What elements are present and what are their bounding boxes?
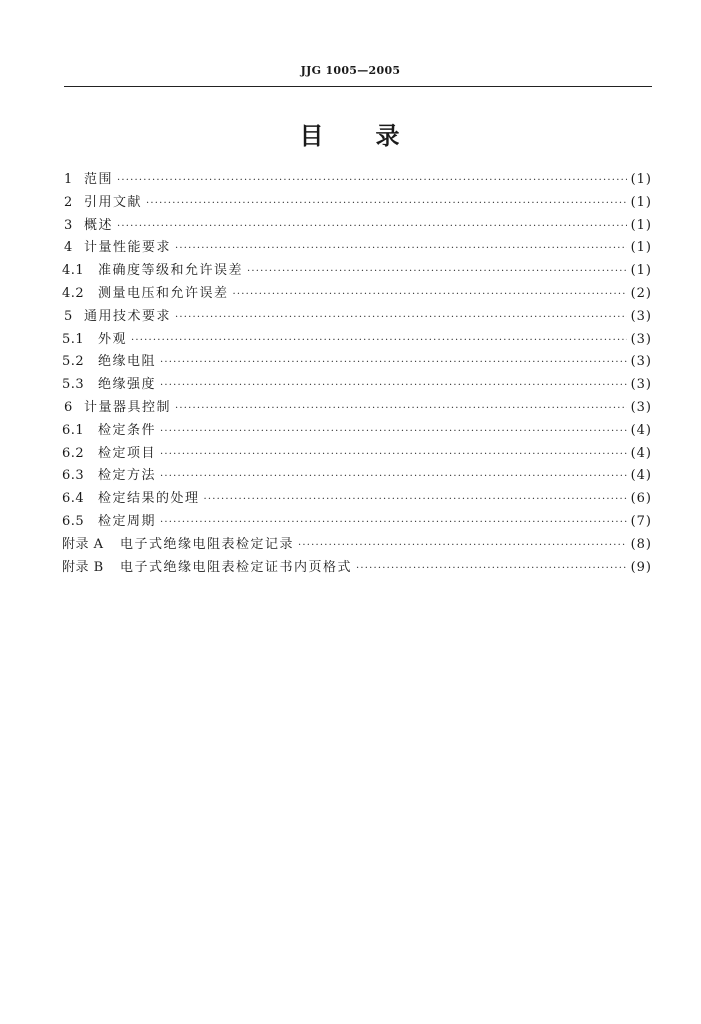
toc-entry[interactable] bbox=[62, 534, 652, 557]
toc-dot-leader bbox=[160, 466, 627, 489]
toc-entry-page: (1) bbox=[630, 217, 652, 233]
toc-entry-page: (4) bbox=[630, 445, 652, 461]
toc-entry[interactable] bbox=[62, 237, 652, 260]
toc-entry[interactable] bbox=[62, 397, 652, 420]
title-char-2: 录 bbox=[375, 122, 402, 150]
toc-entry-title: 测量电压和允许误差 bbox=[98, 285, 229, 301]
toc-entry-title: 范围 bbox=[84, 172, 114, 187]
toc-entry-title: 检定周期 bbox=[98, 513, 157, 529]
toc-entry[interactable] bbox=[62, 465, 652, 488]
document-code-header: JJG 1005—2005 bbox=[300, 64, 401, 77]
toc-dot-leader bbox=[160, 375, 627, 398]
toc-entry-title: 概述 bbox=[84, 217, 114, 233]
toc-dot-leader bbox=[117, 170, 627, 193]
toc-entry-title: 绝缘电阻 bbox=[98, 354, 157, 370]
table-of-contents bbox=[62, 169, 652, 579]
title-char-1: 目 bbox=[299, 122, 326, 150]
toc-entry-page: (1) bbox=[630, 263, 652, 279]
toc-entry-number: 4.1 bbox=[62, 263, 85, 279]
toc-dot-leader bbox=[233, 284, 627, 307]
toc-entry-number: 4.2 bbox=[62, 285, 85, 301]
toc-entry-title: 电子式绝缘电阻表检定记录 bbox=[120, 536, 295, 552]
toc-entry-title: 检定方法 bbox=[98, 468, 157, 484]
toc-entry-page: (3) bbox=[630, 331, 652, 347]
toc-entry-number: 6.1 bbox=[62, 422, 85, 438]
toc-entry[interactable] bbox=[62, 192, 652, 215]
toc-entry-page: (3) bbox=[630, 399, 652, 415]
toc-entry-title: 计量器具控制 bbox=[84, 399, 172, 415]
toc-dot-leader bbox=[160, 444, 627, 467]
toc-dot-leader bbox=[175, 398, 627, 421]
toc-entry[interactable] bbox=[62, 215, 652, 238]
toc-dot-leader bbox=[356, 558, 627, 581]
toc-entry-number: 6.5 bbox=[62, 513, 85, 529]
toc-entry[interactable] bbox=[62, 488, 652, 511]
toc-entry-page: (7) bbox=[630, 513, 652, 529]
toc-entry-page: (1) bbox=[630, 194, 652, 210]
toc-entry[interactable] bbox=[62, 557, 652, 580]
toc-dot-leader bbox=[247, 261, 627, 284]
toc-entry-page: (3) bbox=[630, 308, 652, 324]
toc-entry-page: (3) bbox=[630, 377, 652, 393]
toc-entry-number: 3 bbox=[64, 217, 73, 233]
toc-entry-number: 6 bbox=[64, 399, 73, 415]
page-title bbox=[0, 116, 701, 151]
toc-dot-leader bbox=[160, 421, 627, 444]
toc-entry-number: 5.3 bbox=[62, 377, 85, 393]
toc-entry-page: (6) bbox=[630, 491, 652, 507]
toc-entry-number: 4 bbox=[64, 240, 73, 256]
toc-dot-leader bbox=[146, 193, 627, 216]
toc-entry-number: 6.2 bbox=[62, 445, 85, 461]
toc-entry-number: 6.3 bbox=[62, 468, 85, 484]
toc-entry-title: 准确度等级和允许误差 bbox=[98, 263, 244, 279]
toc-entry[interactable] bbox=[62, 511, 652, 534]
toc-entry-title: 绝缘强度 bbox=[98, 377, 157, 393]
toc-entry-title: 通用技术要求 bbox=[84, 308, 172, 324]
toc-entry-title: 检定条件 bbox=[98, 422, 157, 438]
toc-dot-leader bbox=[160, 512, 627, 535]
toc-entry-number: 2 bbox=[64, 194, 73, 210]
toc-dot-leader bbox=[204, 489, 627, 512]
toc-entry[interactable] bbox=[62, 374, 652, 397]
toc-entry-number: 5.1 bbox=[62, 331, 85, 347]
toc-entry-page: (8) bbox=[630, 536, 652, 552]
toc-entry-number: 6.4 bbox=[62, 491, 85, 507]
toc-entry-number: 附录 B bbox=[62, 559, 104, 575]
toc-entry[interactable] bbox=[62, 443, 652, 466]
toc-entry-title: 引用文献 bbox=[84, 194, 143, 210]
toc-entry-page: (1) bbox=[630, 240, 652, 256]
toc-entry[interactable] bbox=[62, 260, 652, 283]
toc-entry[interactable] bbox=[62, 420, 652, 443]
toc-dot-leader bbox=[175, 307, 627, 330]
toc-dot-leader bbox=[117, 216, 627, 239]
toc-entry[interactable] bbox=[62, 329, 652, 352]
toc-dot-leader bbox=[298, 535, 627, 558]
toc-entry-number: 5.2 bbox=[62, 354, 85, 370]
toc-entry-number: 1 bbox=[64, 172, 73, 187]
toc-dot-leader bbox=[175, 238, 627, 261]
toc-entry-title: 检定结果的处理 bbox=[98, 491, 200, 507]
toc-entry[interactable] bbox=[62, 283, 652, 306]
toc-entry-number: 附录 A bbox=[62, 536, 104, 552]
toc-dot-leader bbox=[160, 352, 627, 375]
toc-entry-page: (3) bbox=[630, 354, 652, 370]
toc-entry-page: (4) bbox=[630, 468, 652, 484]
toc-entry-page: (9) bbox=[630, 559, 652, 575]
toc-entry-title: 电子式绝缘电阻表检定证书内页格式 bbox=[120, 559, 353, 575]
toc-entry-title: 外观 bbox=[98, 331, 128, 347]
toc-entry[interactable] bbox=[62, 351, 652, 374]
toc-dot-leader bbox=[131, 330, 627, 353]
header-rule bbox=[64, 86, 652, 87]
toc-entry[interactable] bbox=[62, 169, 652, 192]
toc-entry-title: 计量性能要求 bbox=[84, 240, 172, 256]
toc-entry-number: 5 bbox=[64, 308, 73, 324]
toc-entry-page: (2) bbox=[630, 285, 652, 301]
toc-entry-page: (1) bbox=[630, 172, 652, 187]
toc-entry[interactable] bbox=[62, 306, 652, 329]
toc-entry-title: 检定项目 bbox=[98, 445, 157, 461]
toc-entry-page: (4) bbox=[630, 422, 652, 438]
